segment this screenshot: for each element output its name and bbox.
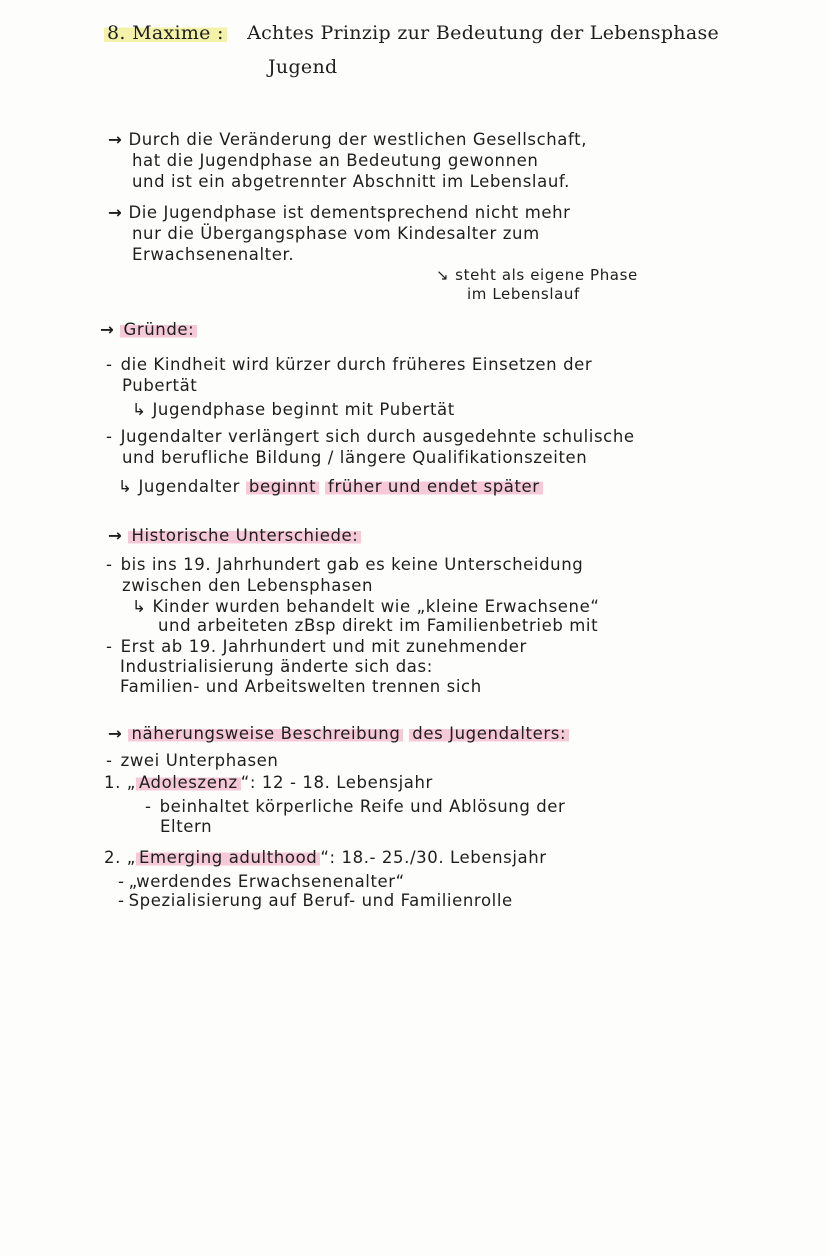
page-title: [104, 22, 719, 44]
beschreibung-intro: - zwei Unterphasen: [106, 751, 279, 770]
phase-2-detail-1: - „werdendes Erwachsenenalter“: [118, 872, 405, 891]
side-note-line-1: ↘ steht als eigene Phase: [436, 266, 638, 284]
gruende-item-1-line-1: - die Kindheit wird kürzer durch früheres Einsetzen der: [106, 355, 593, 374]
gruende-item-2-line-2: und berufliche Bildung / längere Qualifikationszeiten: [122, 448, 588, 467]
intro-p2-line-1: → Die Jugendphase ist dementsprechend nicht mehr: [108, 203, 571, 222]
phase-2-line: 2. „ Emerging adulthood “: 18.- 25./30. Lebensjahr: [104, 848, 547, 867]
arrow-right-icon: →: [108, 724, 123, 743]
historisch-item-1-line-2: zwischen den Lebensphasen: [122, 576, 374, 595]
historisch-item-1-arrow-line-1: ↳ Kinder wurden behandelt wie „kleine Erwachsene“: [132, 597, 600, 616]
historisch-item-2-line-3: Familien- und Arbeitswelten trennen sich: [120, 677, 482, 696]
phase-1-detail-line-2: Eltern: [160, 817, 213, 836]
gruende-item-1-line-2: Pubertät: [122, 376, 198, 395]
gruende-heading: → Gründe:: [100, 321, 197, 339]
phase-2-detail-2: - Spezialisierung auf Beruf- und Familienrolle: [118, 891, 513, 910]
gruende-item-1-arrow: ↳ Jugendphase beginnt mit Pubertät: [132, 400, 455, 419]
arrow-right-icon: →: [100, 320, 115, 339]
arrow-right-icon: →: [108, 203, 123, 222]
phase-1-line: 1. „ Adoleszenz “: 12 - 18. Lebensjahr: [104, 773, 433, 792]
arrow-return-icon: ↳: [132, 400, 147, 419]
historisch-item-2-line-2: Industrialisierung änderte sich das:: [120, 657, 433, 676]
intro-p1-line-3: und ist ein abgetrennter Abschnitt im Lebenslauf.: [132, 172, 570, 191]
gruende-item-2-line-1: - Jugendalter verlängert sich durch ausgedehnte schulische: [106, 427, 635, 446]
arrow-right-icon: →: [108, 130, 123, 149]
gruende-item-2-arrow: ↳ Jugendalter beginnt früher und endet später: [118, 478, 543, 496]
intro-p2-line-3: Erwachsenenalter.: [132, 245, 295, 264]
arrow-return-icon: ↳: [132, 597, 147, 616]
historisch-heading: → Historische Unterschiede:: [108, 527, 361, 545]
intro-p1-line-2: hat die Jugendphase an Bedeutung gewonnen: [132, 151, 539, 170]
historisch-item-1-arrow-line-2: und arbeiteten zBsp direkt im Familienbetrieb mit: [158, 616, 599, 635]
historisch-item-1-line-1: - bis ins 19. Jahrhundert gab es keine Unterscheidung: [106, 555, 584, 574]
intro-p2-line-2: nur die Übergangsphase vom Kindesalter zum: [132, 224, 540, 243]
maxime-number: 8. Maxime :: [104, 22, 227, 44]
historisch-item-2-line-1: - Erst ab 19. Jahrhundert und mit zunehmender: [106, 637, 527, 656]
phase-1-detail-line-1: - beinhaltet körperliche Reife und Ablösung der: [145, 797, 566, 816]
arrow-right-icon: →: [108, 526, 123, 545]
intro-p1-line-1: → Durch die Veränderung der westlichen Gesellschaft,: [108, 130, 588, 149]
arrow-return-icon: ↳: [118, 477, 133, 496]
arrow-down-right-icon: ↘: [436, 266, 450, 284]
beschreibung-heading: → näherungsweise Beschreibung des Jugendalters:: [108, 725, 569, 743]
side-note-line-2: im Lebenslauf: [467, 285, 580, 303]
title-line-1: Achtes Prinzip zur Bedeutung der Lebensphase: [247, 22, 720, 44]
title-line-2: Jugend: [268, 56, 338, 78]
